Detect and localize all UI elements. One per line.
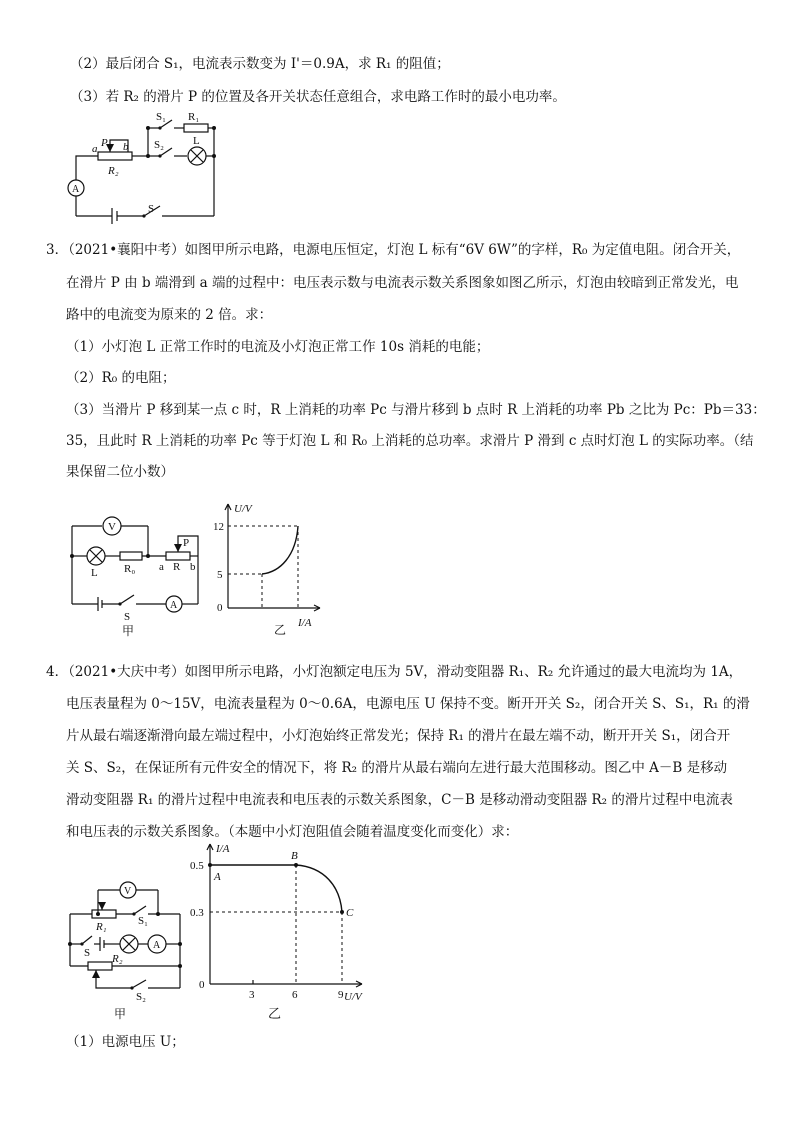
p4-graph-point-b: B [291, 850, 298, 862]
p2-ammeter-label: A [72, 184, 80, 195]
p2-circuit-diagram [60, 108, 230, 226]
p3-line1: 3．（2021•襄阳中考）如图甲所示电路，电源电压恒定，灯泡 L 标有“6V 6W”的字样，R₀ 为定值电阻。闭合开关， [46, 242, 741, 258]
p3-label-r0: R₀ [124, 563, 136, 575]
p4-q1: （1）电源电压 U； [66, 1034, 185, 1050]
p3-label-a: a [159, 561, 164, 573]
p3-ui-graph [210, 498, 330, 636]
p4-label-s2: S₂ [136, 991, 146, 1003]
p4-ammeter-label: A [153, 940, 161, 951]
p3-circuit-diagram [62, 508, 212, 638]
p2-q3: （3）若 R₂ 的滑片 P 的位置及各开关状态任意组合，求电路工作时的最小电功率。 [70, 89, 566, 105]
p3-caption-jia: 甲 [122, 624, 135, 638]
p3-graph-origin: 0 [217, 602, 223, 614]
p4-line5: 滑动变阻器 R₁ 的滑片过程中电流表和电压表的示数关系图象，C－B 是移动滑动变阻器 R₂ 的滑片过程中电流表 [66, 792, 733, 808]
p4-circuit-diagram [62, 874, 192, 1024]
p3-q3-line1: （3）当滑片 P 移到某一点 c 时，R 上消耗的功率 Pc 与滑片移到 b 点时 R 上消耗的功率 Pb 之比为 Pc：Pb＝33： [66, 402, 766, 418]
p2-label-r1: R₁ [188, 111, 200, 123]
p4-graph-y03: 0.3 [190, 907, 204, 919]
p4-graph-x9: 9 [338, 989, 344, 1001]
p3-label-p: P [183, 537, 190, 549]
p4-graph-y05: 0.5 [190, 860, 204, 872]
p4-voltmeter-label: V [124, 886, 132, 897]
p4-graph-point-a: A [214, 871, 221, 883]
p3-line2: 在滑片 P 由 b 端滑到 a 端的过程中：电压表示数与电流表示数关系图象如图乙所示，灯泡由较暗到正常发光，电 [66, 275, 739, 291]
p4-label-s: S [84, 947, 91, 959]
p3-label-b: b [190, 561, 196, 573]
p3-line3: 路中的电流变为原来的 2 倍。求： [66, 307, 273, 323]
p3-graph-y5: 5 [217, 569, 223, 581]
p4-label-r2: R₂ [112, 953, 123, 965]
p4-caption-jia: 甲 [114, 1007, 127, 1021]
p4-line6: 和电压表的示数关系图象。（本题中小灯泡阻值会随着温度变化而变化）求： [66, 824, 519, 840]
p3-graph-ylabel: U/V [234, 503, 252, 515]
p4-graph-x6: 6 [292, 989, 298, 1001]
p3-label-s: S [124, 611, 131, 623]
p4-label-r1: R₁ [96, 921, 107, 933]
p3-q3-line3: 果保留二位小数） [66, 464, 174, 480]
p2-label-s2: S₂ [154, 139, 164, 151]
p2-q2: （2）最后闭合 S₁，电流表示数变为 I'＝0.9A，求 R₁ 的阻值； [70, 56, 450, 72]
p4-line2: 电压表量程为 0～15V，电流表量程为 0～0.6A，电源电压 U 保持不变。断开开关 S₂，闭合开关 S、S₁，R₁ 的滑 [66, 696, 750, 712]
p3-q3-line2: 35，且此时 R 上消耗的功率 Pc 等于灯泡 L 和 R₀ 上消耗的总功率。求滑片 P 滑到 c 点时灯泡 L 的实际功率。（结 [66, 433, 754, 449]
p3-voltmeter-label: V [108, 521, 116, 533]
p4-line4: 关 S、S₂，在保证所有元件安全的情况下，将 R₂ 的滑片从最右端向左进行最大范围移动。图乙中 A－B 是移动 [66, 760, 728, 776]
p4-label-s1: S₁ [138, 915, 148, 927]
p3-q1: （1）小灯泡 L 正常工作时的电流及小灯泡正常工作 10s 消耗的电能； [66, 339, 490, 355]
p4-caption-yi: 乙 [268, 1006, 282, 1021]
p3-graph-xlabel: I/A [298, 617, 312, 629]
p2-label-p: P [101, 137, 108, 149]
p3-label-l: L [91, 567, 98, 579]
p2-label-s: S [148, 203, 155, 215]
p3-ammeter-label: A [170, 600, 178, 611]
p3-q2: （2）R₀ 的电阻； [66, 370, 176, 386]
p4-graph-ylabel: I/A [216, 843, 230, 855]
p4-line3: 片从最右端逐渐滑向最左端过程中，小灯泡始终正常发光；保持 R₁ 的滑片在最左端不动，断开开关 S₁，闭合开 [66, 728, 731, 744]
p4-graph-point-c: C [346, 907, 354, 919]
p3-label-r: R [173, 561, 181, 573]
p4-graph-xlabel: U/V [344, 991, 362, 1003]
p4-graph-x3: 3 [249, 989, 255, 1001]
p2-label-a: a [92, 143, 98, 155]
p4-line1: 4．（2021•大庆中考）如图甲所示电路，小灯泡额定电压为 5V，滑动变阻器 R₁、R₂ 允许通过的最大电流均为 1A， [46, 664, 743, 680]
p4-graph-origin: 0 [199, 979, 205, 991]
p2-label-r2: R₂ [108, 165, 119, 177]
p2-label-l: L [193, 135, 200, 147]
p4-iu-graph [190, 838, 380, 1024]
p3-caption-yi: 乙 [274, 623, 287, 636]
p3-graph-y12: 12 [213, 521, 224, 533]
p2-label-b: b [123, 141, 129, 153]
p2-label-s1: S₁ [156, 111, 166, 123]
